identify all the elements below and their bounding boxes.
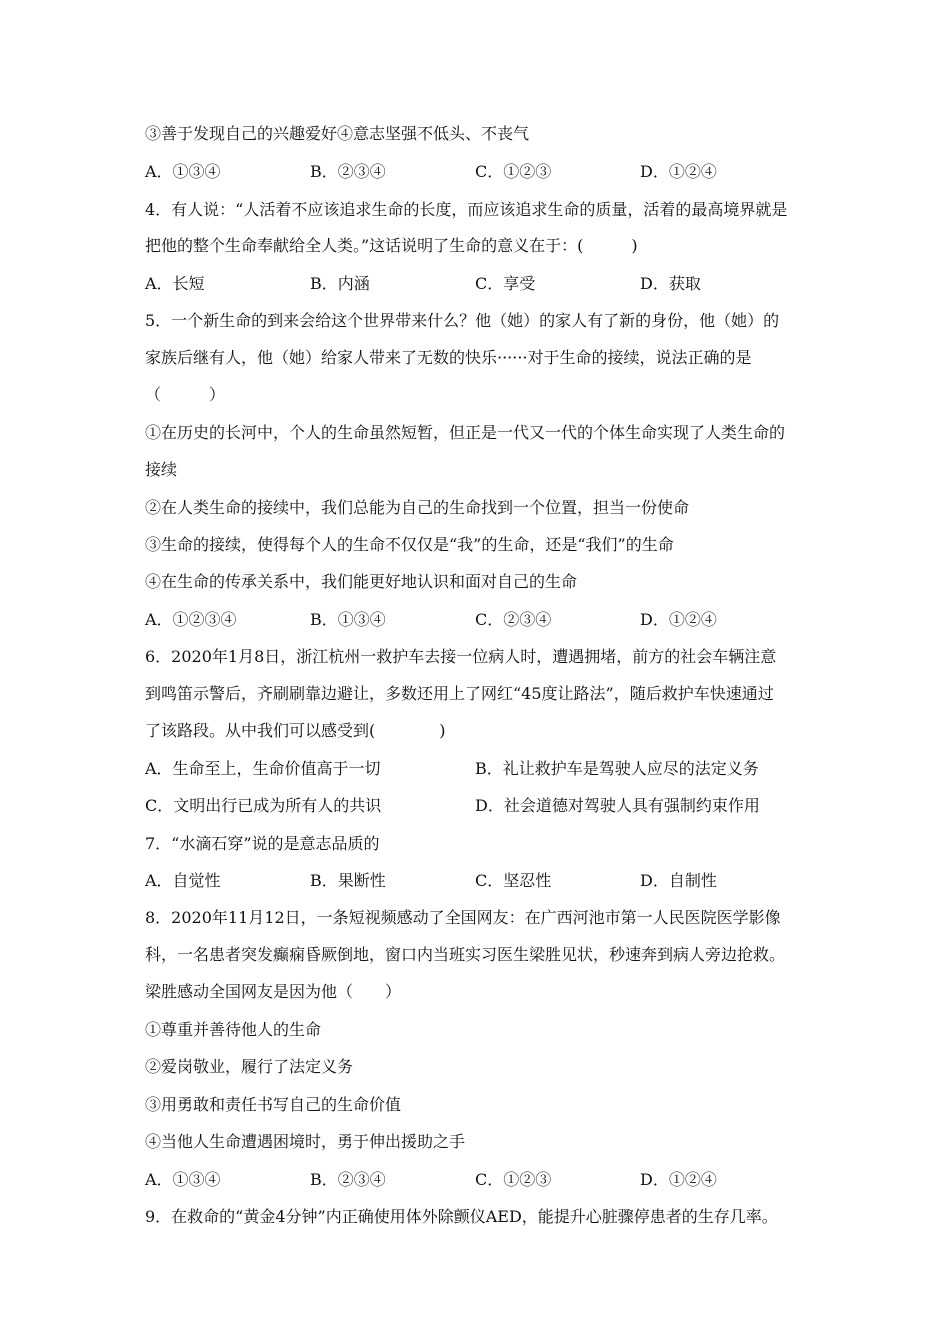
q4-option-b[interactable]: B．内涵 <box>310 274 370 293</box>
q3-option-c[interactable]: C．①②③ <box>475 162 552 181</box>
q8-stem-line-2: 科，一名患者突发癫痫昏厥倒地，窗口内当班实习医生梁胜见状，秒速奔到病人旁边抢救。 <box>145 945 786 964</box>
q9-stem: 9．在救命的“黄金4分钟”内正确使用体外除颤仪AED，能提升心脏骤停患者的生存几率。 <box>145 1207 778 1226</box>
q4-option-a[interactable]: A．长短 <box>145 274 205 293</box>
q4-option-d[interactable]: D．获取 <box>640 274 701 293</box>
q8-stem-line-1: 8．2020年11月12日，一条短视频感动了全国网友：在广西河池市第一人民医院医学影像 <box>145 908 781 927</box>
q7-option-a[interactable]: A．自觉性 <box>145 871 221 890</box>
q3-option-a[interactable]: A．①③④ <box>145 162 221 181</box>
q8-option-c[interactable]: C．①②③ <box>475 1170 552 1189</box>
q7-option-b[interactable]: B．果断性 <box>310 871 386 890</box>
q5-option-b[interactable]: B．①③④ <box>310 610 386 629</box>
q8-option-b[interactable]: B．②③④ <box>310 1170 386 1189</box>
q8-statement-3: ③用勇敢和责任书写自己的生命价值 <box>145 1095 402 1114</box>
q5-stem-line-1: 5．一个新生命的到来会给这个世界带来什么？他（她）的家人有了新的身份，他（她）的 <box>145 311 780 330</box>
q6-stem-line-2: 到鸣笛示警后，齐刷刷靠边避让，多数还用上了网红“45度让路法”，随后救护车快速通过 <box>145 684 774 703</box>
q8-statement-1: ①尊重并善待他人的生命 <box>145 1020 322 1039</box>
q8-statement-4: ④当他人生命遭遇困境时，勇于伸出援助之手 <box>145 1132 466 1151</box>
q8-option-d[interactable]: D．①②④ <box>640 1170 717 1189</box>
q4-stem-line-2: 把他的整个生命奉献给全人类。”这话说明了生命的意义在于：( ) <box>145 236 638 255</box>
q5-statement-2: ②在人类生命的接续中，我们总能为自己的生命找到一个位置，担当一份使命 <box>145 498 690 517</box>
q6-stem-line-1: 6．2020年1月8日，浙江杭州一救护车去接一位病人时，遭遇拥堵，前方的社会车辆注意 <box>145 647 777 666</box>
q7-option-c[interactable]: C．坚忍性 <box>475 871 552 890</box>
q3-option-b[interactable]: B．②③④ <box>310 162 386 181</box>
q6-option-b[interactable]: B．礼让救护车是驾驶人应尽的法定义务 <box>475 759 759 778</box>
q5-statement-4: ④在生命的传承关系中，我们能更好地认识和面对自己的生命 <box>145 572 578 591</box>
q4-stem-line-1: 4．有人说：“人活着不应该追求生命的长度，而应该追求生命的质量，活着的最高境界就是 <box>145 200 788 219</box>
q5-stem-line-3: （ ） <box>145 385 226 404</box>
q8-statement-2: ②爱岗敬业，履行了法定义务 <box>145 1057 354 1076</box>
q5-statement-3: ③生命的接续，使得每个人的生命不仅仅是“我”的生命，还是“我们”的生命 <box>145 535 674 554</box>
q6-stem-line-3: 了该路段。从中我们可以感受到( ) <box>145 721 446 740</box>
q6-option-c[interactable]: C．文明出行已成为所有人的共识 <box>145 796 382 815</box>
q4-option-c[interactable]: C．享受 <box>475 274 536 293</box>
q3-option-d[interactable]: D．①②④ <box>640 162 717 181</box>
q8-stem-line-3: 梁胜感动全国网友是因为他（ ） <box>145 982 402 1001</box>
q5-statement-1-cont: 接续 <box>145 460 178 479</box>
q5-stem-line-2: 家族后继有人，他（她）给家人带来了无数的快乐······对于生命的接续，说法正确的是 <box>145 348 752 367</box>
q5-option-c[interactable]: C．②③④ <box>475 610 552 629</box>
q5-statement-1: ①在历史的长河中，个人的生命虽然短暂，但正是一代又一代的个体生命实现了人类生命的 <box>145 423 786 442</box>
q7-option-d[interactable]: D．自制性 <box>640 871 717 890</box>
q8-option-a[interactable]: A．①③④ <box>145 1170 221 1189</box>
q5-option-d[interactable]: D．①②④ <box>640 610 717 629</box>
q3-statements: ③善于发现自己的兴趣爱好④意志坚强不低头、不丧气 <box>145 124 530 143</box>
q6-option-d[interactable]: D．社会道德对驾驶人具有强制约束作用 <box>475 796 760 815</box>
q6-option-a[interactable]: A．生命至上，生命价值高于一切 <box>145 759 381 778</box>
q5-option-a[interactable]: A．①②③④ <box>145 610 237 629</box>
q7-stem: 7．“水滴石穿”说的是意志品质的 <box>145 834 380 853</box>
